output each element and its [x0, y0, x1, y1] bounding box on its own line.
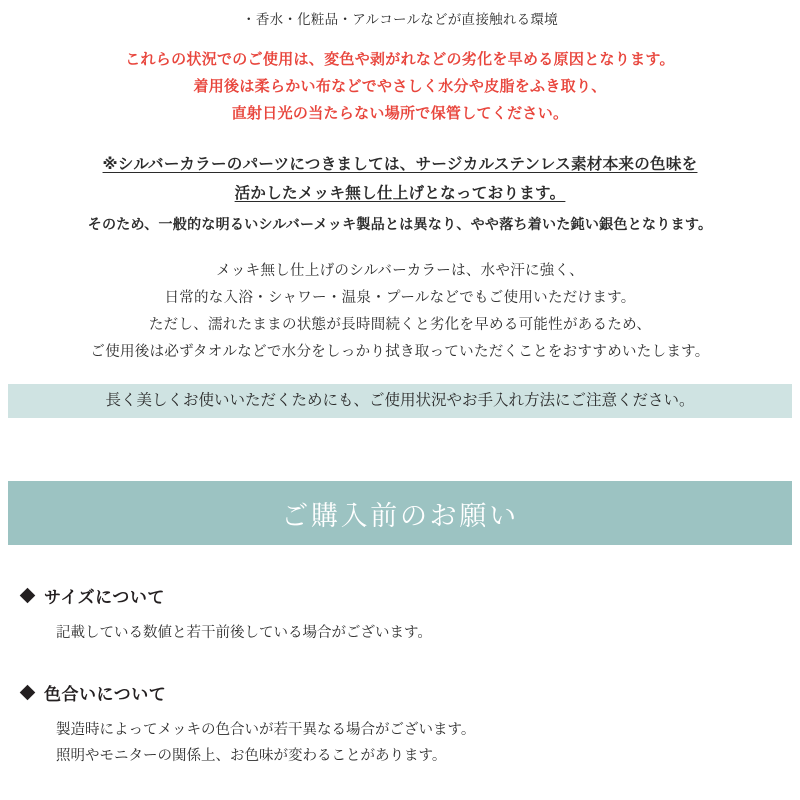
warning-line-2: 着用後は柔らかい布などでやさしく水分や皮脂をふき取り、 [193, 78, 607, 95]
item-title-label: 色合いについて [44, 685, 167, 704]
care-line-1: メッキ無し仕上げのシルバーカラーは、水や汗に強く、 [216, 263, 584, 279]
section-header-before-purchase: ご購入前のお願い [8, 481, 792, 545]
warning-line-3: 直射日光の当たらない場所で保管してください。 [231, 105, 569, 122]
silver-color-note-block [0, 150, 800, 238]
item-title-label: サイズについて [44, 588, 165, 607]
care-line-4: ご使用後は必ずタオルなどで水分をしっかり拭き取っていただくことをおすすめいたします。 [90, 344, 710, 360]
notice-item-list [0, 583, 800, 769]
item-body-line: 記載している数値と若干前後している場合がございます。 [56, 625, 432, 641]
item-title-row [22, 583, 800, 608]
silver-note-line-1: ※シルバーカラーのパーツにつきましては、サージカルステンレス素材本来の色味を [102, 156, 698, 173]
item-body [22, 717, 800, 769]
silver-note-sub-line: そのため、一般的な明るいシルバーメッキ製品とは異なり、やや落ち着いた鈍い銀色となります。 [87, 216, 713, 232]
silver-note-line-2: 活かしたメッキ無し仕上げとなっております。 [234, 185, 566, 202]
highlight-banner: 長く美しくお使いいただくためにも、ご使用状況やお手入れ方法にご注意ください。 [8, 384, 792, 418]
care-line-3: ただし、濡れたままの状態が長時間続くと劣化を早める可能性があるため、 [148, 317, 652, 333]
list-item [22, 680, 800, 769]
diamond-icon [20, 685, 36, 701]
list-item [22, 583, 800, 646]
warning-line-1: これらの状況でのご使用は、変色や剥がれなどの劣化を早める原因となります。 [125, 51, 675, 68]
care-paragraph-block [0, 258, 800, 366]
warning-block [0, 46, 800, 127]
item-title-row [22, 680, 800, 705]
top-note-line: ・香水・化粧品・アルコールなどが直接触れる環境 [242, 12, 558, 27]
item-body-line: 照明やモニターの関係上、お色味が変わることがあります。 [56, 748, 447, 764]
item-body [22, 620, 800, 646]
care-line-2: 日常的な入浴・シャワー・温泉・プールなどでもご使用いただけます。 [164, 290, 636, 306]
top-note-block [0, 0, 800, 31]
diamond-icon [20, 588, 36, 604]
item-body-line: 製造時によってメッキの色合いが若干異なる場合がございます。 [56, 722, 476, 738]
